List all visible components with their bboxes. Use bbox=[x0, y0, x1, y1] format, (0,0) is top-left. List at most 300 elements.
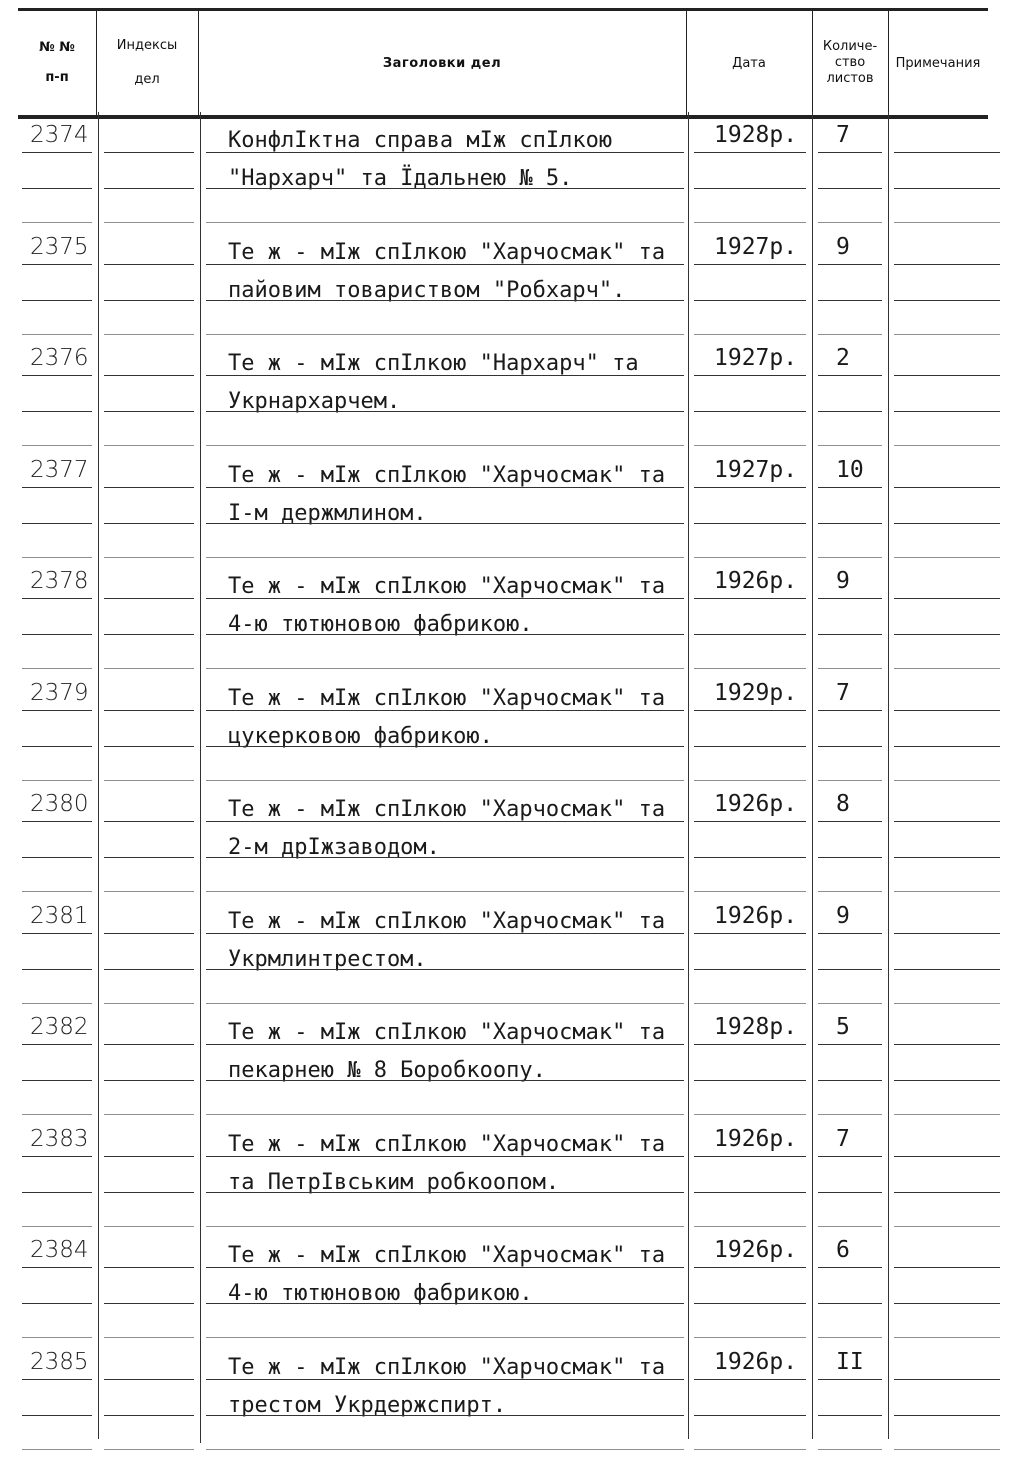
ruled-line bbox=[22, 1337, 92, 1338]
case-sheet-count: 8 bbox=[836, 791, 850, 817]
ruled-line bbox=[206, 598, 684, 599]
ruled-line bbox=[694, 710, 806, 711]
ruled-line bbox=[894, 487, 1000, 488]
ruled-line bbox=[104, 445, 194, 446]
ruled-line bbox=[22, 1379, 92, 1380]
case-title-line2: Укрмлинтрестом. bbox=[228, 947, 427, 972]
column-divider bbox=[888, 112, 889, 1439]
case-title-line1: Те ж - мІж спІлкою "Харчосмак" та bbox=[228, 574, 666, 599]
ruled-line bbox=[206, 746, 684, 747]
ruled-line bbox=[818, 222, 882, 223]
ruled-line bbox=[104, 1192, 194, 1193]
header-count-line1: Количе- bbox=[822, 39, 878, 54]
ruled-line bbox=[894, 1415, 1000, 1416]
case-date: 1926р. bbox=[714, 1349, 798, 1375]
case-title-line1: Те ж - мІж спІлкою "Харчосмак" та bbox=[228, 1132, 666, 1157]
ruled-line bbox=[22, 598, 92, 599]
ruled-line bbox=[104, 264, 194, 265]
ruled-line bbox=[818, 1114, 882, 1115]
ruled-line bbox=[818, 300, 882, 301]
ruled-line bbox=[694, 1303, 806, 1304]
ruled-line bbox=[694, 1415, 806, 1416]
ruled-line bbox=[818, 375, 882, 376]
ruled-line bbox=[22, 1303, 92, 1304]
ruled-line bbox=[818, 710, 882, 711]
ruled-line bbox=[206, 634, 684, 635]
ruled-line bbox=[694, 487, 806, 488]
case-number: 2377 bbox=[30, 457, 89, 483]
ruled-line bbox=[206, 411, 684, 412]
case-number: 2374 bbox=[30, 122, 89, 148]
ruled-line bbox=[104, 1303, 194, 1304]
ruled-line bbox=[104, 1449, 194, 1450]
ruled-line bbox=[818, 1003, 882, 1004]
ruled-line bbox=[894, 746, 1000, 747]
ruled-line bbox=[22, 1267, 92, 1268]
case-sheet-count: 9 bbox=[836, 903, 850, 929]
ruled-line bbox=[818, 1226, 882, 1227]
ruled-line bbox=[694, 1003, 806, 1004]
ruled-line bbox=[104, 300, 194, 301]
ruled-line bbox=[206, 375, 684, 376]
ruled-line bbox=[694, 598, 806, 599]
ruled-line bbox=[206, 264, 684, 265]
case-sheet-count: 7 bbox=[836, 680, 850, 706]
column-divider bbox=[812, 112, 813, 1439]
ruled-line bbox=[22, 487, 92, 488]
ruled-line bbox=[818, 1267, 882, 1268]
ruled-line bbox=[894, 1003, 1000, 1004]
ruled-line bbox=[206, 1192, 684, 1193]
ruled-line bbox=[694, 523, 806, 524]
ruled-line bbox=[694, 375, 806, 376]
ruled-line bbox=[894, 152, 1000, 153]
ruled-line bbox=[818, 1156, 882, 1157]
ruled-line bbox=[818, 1192, 882, 1193]
ruled-line bbox=[894, 598, 1000, 599]
ruled-line bbox=[22, 375, 92, 376]
ruled-line bbox=[22, 1449, 92, 1450]
case-sheet-count: 9 bbox=[836, 568, 850, 594]
ruled-line bbox=[694, 746, 806, 747]
ruled-line bbox=[206, 300, 684, 301]
ruled-line bbox=[104, 1080, 194, 1081]
ruled-line bbox=[694, 857, 806, 858]
ruled-line bbox=[894, 969, 1000, 970]
ruled-line bbox=[206, 1003, 684, 1004]
ruled-line bbox=[894, 780, 1000, 781]
ruled-line bbox=[22, 1192, 92, 1193]
ruled-line bbox=[894, 634, 1000, 635]
ruled-line bbox=[894, 523, 1000, 524]
header-notes: Примечания bbox=[895, 55, 981, 71]
ruled-line bbox=[206, 1080, 684, 1081]
ruled-line bbox=[22, 668, 92, 669]
ruled-line bbox=[694, 1267, 806, 1268]
case-sheet-count: 9 bbox=[836, 234, 850, 260]
ruled-line bbox=[206, 1337, 684, 1338]
ruled-line bbox=[818, 780, 882, 781]
ruled-line bbox=[818, 188, 882, 189]
case-date: 1926р. bbox=[714, 1237, 798, 1263]
ruled-line bbox=[104, 746, 194, 747]
case-title-line1: Те ж - мІж спІлкою "Харчосмак" та bbox=[228, 1355, 666, 1380]
case-sheet-count: 5 bbox=[836, 1014, 850, 1040]
ruled-line bbox=[694, 1114, 806, 1115]
case-number: 2385 bbox=[30, 1349, 89, 1375]
header-sheet-count bbox=[812, 11, 889, 115]
ruled-line bbox=[818, 1415, 882, 1416]
ruled-line bbox=[818, 557, 882, 558]
ruled-line bbox=[694, 300, 806, 301]
ruled-line bbox=[104, 1226, 194, 1227]
ruled-line bbox=[694, 411, 806, 412]
case-date: 1927р. bbox=[714, 457, 798, 483]
ruled-line bbox=[818, 1044, 882, 1045]
ruled-line bbox=[22, 1044, 92, 1045]
ruled-line bbox=[104, 523, 194, 524]
ruled-line bbox=[206, 668, 684, 669]
ruled-line bbox=[206, 933, 684, 934]
case-title-line1: Те ж - мІж спІлкою "Харчосмак" та bbox=[228, 1243, 666, 1268]
ruled-line bbox=[104, 1114, 194, 1115]
ruled-line bbox=[206, 1114, 684, 1115]
ruled-line bbox=[206, 1303, 684, 1304]
header-number bbox=[18, 11, 97, 115]
case-title bbox=[228, 345, 690, 421]
case-title bbox=[228, 903, 690, 979]
ruled-line bbox=[818, 264, 882, 265]
ruled-line bbox=[104, 598, 194, 599]
case-title-line2: пайовим товариством "Робхарч". bbox=[228, 278, 626, 303]
ruled-line bbox=[206, 1156, 684, 1157]
ruled-line bbox=[104, 857, 194, 858]
ruled-line bbox=[206, 1226, 684, 1227]
ruled-line bbox=[894, 411, 1000, 412]
ruled-line bbox=[694, 1226, 806, 1227]
header-index-line2: дел bbox=[134, 72, 160, 87]
case-title-line1: КонфлІктна справа мІж спІлкою bbox=[228, 128, 613, 153]
ruled-line bbox=[818, 857, 882, 858]
ruled-line bbox=[894, 1379, 1000, 1380]
case-number: 2376 bbox=[30, 345, 89, 371]
case-title bbox=[228, 122, 690, 198]
ruled-line bbox=[694, 1080, 806, 1081]
case-number: 2383 bbox=[30, 1126, 89, 1152]
case-sheet-count: 7 bbox=[836, 122, 850, 148]
ruled-line bbox=[206, 334, 684, 335]
ruled-line bbox=[694, 557, 806, 558]
column-divider bbox=[200, 112, 201, 1443]
ruled-line bbox=[22, 634, 92, 635]
ruled-line bbox=[22, 891, 92, 892]
ruled-line bbox=[22, 780, 92, 781]
case-title-line2: та ПетрІвським робкоопом. bbox=[228, 1170, 560, 1195]
ruled-line bbox=[104, 1379, 194, 1380]
ruled-line bbox=[206, 222, 684, 223]
ruled-line bbox=[818, 152, 882, 153]
header-count-line2: ство bbox=[834, 55, 866, 70]
ruled-line bbox=[818, 598, 882, 599]
ruled-line bbox=[694, 780, 806, 781]
case-number: 2375 bbox=[30, 234, 89, 260]
ruled-line bbox=[894, 1303, 1000, 1304]
ruled-line bbox=[206, 523, 684, 524]
ruled-line bbox=[894, 1114, 1000, 1115]
ruled-line bbox=[22, 411, 92, 412]
ruled-line bbox=[894, 1044, 1000, 1045]
ruled-line bbox=[104, 821, 194, 822]
case-title bbox=[228, 568, 690, 644]
ruled-line bbox=[206, 445, 684, 446]
ruled-line bbox=[894, 300, 1000, 301]
ruled-line bbox=[818, 487, 882, 488]
ruled-line bbox=[894, 1192, 1000, 1193]
ruled-line bbox=[22, 222, 92, 223]
ruled-line bbox=[206, 487, 684, 488]
ruled-line bbox=[818, 523, 882, 524]
case-title-line2: 2-м дрІжзаводом. bbox=[228, 835, 440, 860]
ruled-line bbox=[104, 1003, 194, 1004]
ruled-line bbox=[894, 1337, 1000, 1338]
header-number-line2: п-п bbox=[45, 70, 69, 85]
ruled-line bbox=[206, 710, 684, 711]
ruled-line bbox=[818, 1080, 882, 1081]
case-number: 2380 bbox=[30, 791, 89, 817]
ruled-line bbox=[104, 969, 194, 970]
ruled-line bbox=[104, 557, 194, 558]
case-number: 2378 bbox=[30, 568, 89, 594]
ruled-line bbox=[694, 334, 806, 335]
ruled-line bbox=[104, 1044, 194, 1045]
ruled-line bbox=[104, 487, 194, 488]
ruled-line bbox=[894, 445, 1000, 446]
ruled-line bbox=[104, 1415, 194, 1416]
ruled-line bbox=[206, 1267, 684, 1268]
ruled-line bbox=[22, 1080, 92, 1081]
ruled-line bbox=[818, 1379, 882, 1380]
ruled-line bbox=[104, 188, 194, 189]
case-title-line1: Те ж - мІж спІлкою "Харчосмак" та bbox=[228, 240, 666, 265]
case-title-line2: пекарнею № 8 Боробкоопу. bbox=[228, 1058, 546, 1083]
case-date: 1926р. bbox=[714, 568, 798, 594]
case-date: 1929р. bbox=[714, 680, 798, 706]
ruled-line bbox=[694, 891, 806, 892]
ruled-line bbox=[818, 1303, 882, 1304]
ruled-line bbox=[22, 334, 92, 335]
ruled-line bbox=[694, 222, 806, 223]
ruled-line bbox=[22, 821, 92, 822]
ruled-line bbox=[206, 891, 684, 892]
ruled-line bbox=[818, 445, 882, 446]
case-title-line1: Те ж - мІж спІлкою "Харчосмак" та bbox=[228, 686, 666, 711]
case-title bbox=[228, 457, 690, 533]
ruled-line bbox=[894, 857, 1000, 858]
case-title-line1: Те ж - мІж спІлкою "Харчосмак" та bbox=[228, 797, 666, 822]
ruled-line bbox=[694, 821, 806, 822]
header-date: Дата bbox=[686, 11, 813, 115]
ruled-line bbox=[104, 1156, 194, 1157]
case-title bbox=[228, 1126, 690, 1202]
ruled-line bbox=[818, 746, 882, 747]
ruled-line bbox=[22, 746, 92, 747]
ruled-line bbox=[104, 222, 194, 223]
header-title: Заголовки дел bbox=[198, 11, 687, 115]
ruled-line bbox=[694, 634, 806, 635]
case-title-line1: Те ж - мІж спІлкою "Харчосмак" та bbox=[228, 463, 666, 488]
ruled-line bbox=[22, 523, 92, 524]
ruled-line bbox=[818, 668, 882, 669]
case-date: 1928р. bbox=[714, 122, 798, 148]
ruled-line bbox=[894, 1226, 1000, 1227]
header-count-line3: листов bbox=[826, 71, 874, 86]
ruled-line bbox=[206, 152, 684, 153]
ruled-line bbox=[694, 668, 806, 669]
ruled-line bbox=[104, 411, 194, 412]
case-title bbox=[228, 680, 690, 756]
ruled-line bbox=[894, 710, 1000, 711]
header-index-line1: Индексы bbox=[116, 38, 178, 53]
case-title-line2: трестом Укрдержспирт. bbox=[228, 1393, 507, 1418]
ruled-line bbox=[22, 300, 92, 301]
case-title bbox=[228, 234, 690, 310]
ruled-line bbox=[22, 152, 92, 153]
ruled-line bbox=[694, 1156, 806, 1157]
case-title-line2: цукерковою фабрикою. bbox=[228, 724, 493, 749]
ruled-line bbox=[818, 969, 882, 970]
ruled-line bbox=[894, 557, 1000, 558]
ruled-line bbox=[206, 780, 684, 781]
ruled-line bbox=[818, 891, 882, 892]
case-date: 1926р. bbox=[714, 791, 798, 817]
case-title-line2: І-м держмлином. bbox=[228, 501, 427, 526]
ruled-line bbox=[694, 933, 806, 934]
ruled-line bbox=[818, 634, 882, 635]
ruled-line bbox=[818, 411, 882, 412]
ruled-line bbox=[206, 821, 684, 822]
case-sheet-count: II bbox=[836, 1349, 864, 1375]
case-sheet-count: 10 bbox=[836, 457, 864, 483]
ruled-line bbox=[22, 1003, 92, 1004]
ruled-line bbox=[206, 969, 684, 970]
ruled-line bbox=[894, 334, 1000, 335]
ruled-line bbox=[104, 152, 194, 153]
case-title-line2: 4-ю тютюновою фабрикою. bbox=[228, 612, 533, 637]
ruled-line bbox=[694, 445, 806, 446]
ruled-line bbox=[894, 821, 1000, 822]
column-divider bbox=[98, 112, 99, 1439]
ruled-line bbox=[104, 634, 194, 635]
ruled-line bbox=[894, 891, 1000, 892]
ruled-line bbox=[104, 780, 194, 781]
ruled-line bbox=[818, 334, 882, 335]
ruled-line bbox=[22, 1415, 92, 1416]
ruled-line bbox=[694, 1192, 806, 1193]
ruled-line bbox=[104, 933, 194, 934]
ruled-line bbox=[894, 1156, 1000, 1157]
ruled-line bbox=[104, 891, 194, 892]
ruled-line bbox=[894, 264, 1000, 265]
ruled-line bbox=[22, 1156, 92, 1157]
ruled-line bbox=[104, 334, 194, 335]
case-number: 2384 bbox=[30, 1237, 89, 1263]
ruled-line bbox=[22, 710, 92, 711]
ruled-line bbox=[22, 188, 92, 189]
ruled-line bbox=[894, 1267, 1000, 1268]
ruled-line bbox=[818, 821, 882, 822]
case-date: 1926р. bbox=[714, 903, 798, 929]
ruled-line bbox=[694, 188, 806, 189]
header-number-line1: № № bbox=[39, 40, 75, 55]
ruled-line bbox=[104, 1267, 194, 1268]
case-title-line1: Те ж - мІж спІлкою "Харчосмак" та bbox=[228, 909, 666, 934]
ruled-line bbox=[206, 857, 684, 858]
ruled-line bbox=[894, 1449, 1000, 1450]
ruled-line bbox=[894, 375, 1000, 376]
case-title-line2: 4-ю тютюновою фабрикою. bbox=[228, 1281, 533, 1306]
ruled-line bbox=[894, 933, 1000, 934]
case-number: 2382 bbox=[30, 1014, 89, 1040]
case-number: 2381 bbox=[30, 903, 89, 929]
ruled-line bbox=[694, 264, 806, 265]
ruled-line bbox=[694, 1337, 806, 1338]
case-title-line1: Те ж - мІж спІлкою "Харчосмак" та bbox=[228, 1020, 666, 1045]
ruled-line bbox=[22, 264, 92, 265]
ruled-line bbox=[694, 1449, 806, 1450]
table-header bbox=[18, 8, 988, 119]
ruled-line bbox=[894, 1080, 1000, 1081]
ruled-line bbox=[894, 188, 1000, 189]
ruled-line bbox=[22, 1226, 92, 1227]
ruled-line bbox=[104, 375, 194, 376]
case-title bbox=[228, 1237, 690, 1313]
ruled-line bbox=[206, 1449, 684, 1450]
ruled-line bbox=[894, 222, 1000, 223]
ruled-line bbox=[894, 668, 1000, 669]
ruled-line bbox=[22, 1114, 92, 1115]
ruled-line bbox=[22, 445, 92, 446]
case-sheet-count: 6 bbox=[836, 1237, 850, 1263]
ruled-line bbox=[206, 1379, 684, 1380]
ruled-line bbox=[22, 933, 92, 934]
case-sheet-count: 7 bbox=[836, 1126, 850, 1152]
ruled-line bbox=[206, 557, 684, 558]
ruled-line bbox=[206, 1415, 684, 1416]
case-title-line1: Те ж - мІж спІлкою "Нархарч" та bbox=[228, 351, 639, 376]
ruled-line bbox=[104, 710, 194, 711]
ruled-line bbox=[104, 1337, 194, 1338]
case-title-line2: "Нархарч" та Їдальнею № 5. bbox=[228, 166, 573, 191]
ruled-line bbox=[694, 969, 806, 970]
ruled-line bbox=[22, 857, 92, 858]
ruled-line bbox=[22, 557, 92, 558]
case-sheet-count: 2 bbox=[836, 345, 850, 371]
ruled-line bbox=[818, 1449, 882, 1450]
case-title bbox=[228, 1014, 690, 1090]
case-number: 2379 bbox=[30, 680, 89, 706]
case-title-line2: Укрнархарчем. bbox=[228, 389, 401, 414]
case-date: 1928р. bbox=[714, 1014, 798, 1040]
ruled-line bbox=[206, 188, 684, 189]
ruled-line bbox=[694, 1044, 806, 1045]
ruled-line bbox=[818, 933, 882, 934]
header-index bbox=[96, 11, 199, 115]
ruled-line bbox=[694, 1379, 806, 1380]
case-date: 1927р. bbox=[714, 345, 798, 371]
case-date: 1926р. bbox=[714, 1126, 798, 1152]
case-date: 1927р. bbox=[714, 234, 798, 260]
ruled-line bbox=[206, 1044, 684, 1045]
